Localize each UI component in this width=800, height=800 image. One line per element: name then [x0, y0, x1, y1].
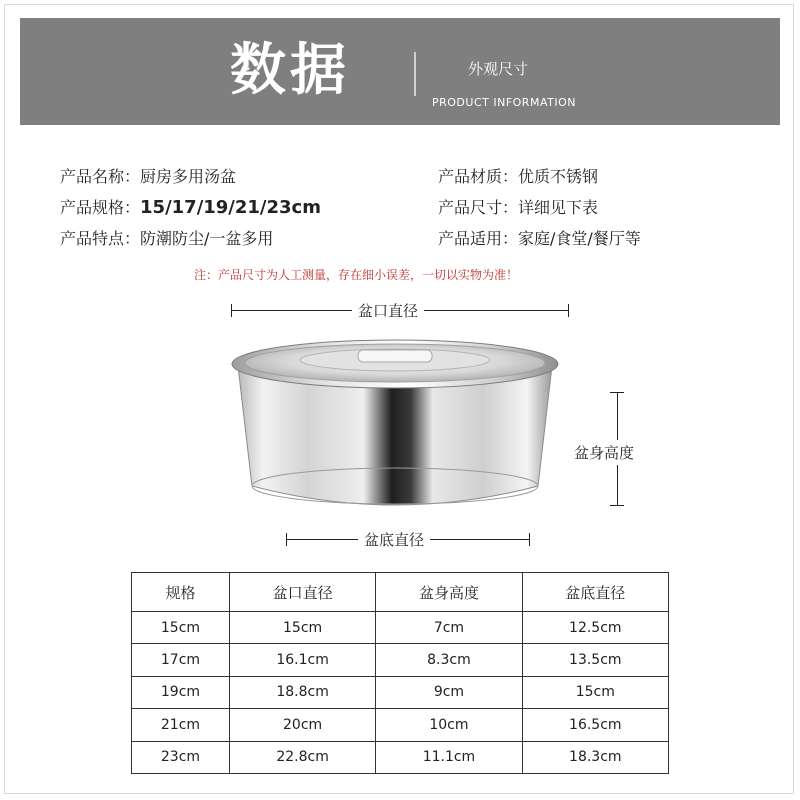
- table-cell: 23cm: [132, 741, 230, 773]
- info-product-size: [438, 195, 598, 218]
- table-cell: 20cm: [229, 709, 375, 741]
- table-cell: 22.8cm: [229, 741, 375, 773]
- table-cell: 13.5cm: [522, 644, 668, 676]
- table-header: 盆身高度: [376, 573, 522, 612]
- body-height-label: 盆身高度: [568, 440, 640, 465]
- table-cell: 17cm: [132, 644, 230, 676]
- info-label: 产品材质：: [438, 167, 519, 186]
- bottom-diameter-label: 盆底直径: [358, 529, 430, 550]
- table-header-row: [132, 573, 669, 612]
- table-row: [132, 612, 669, 644]
- info-label: 产品名称：: [60, 167, 141, 186]
- bottom-dimension-cap-right: [529, 533, 530, 546]
- info-label: 产品适用：: [438, 229, 519, 248]
- info-value: 防潮防尘/一盆多用: [140, 229, 274, 248]
- table-row: [132, 741, 669, 773]
- table-cell: 11.1cm: [376, 741, 522, 773]
- spec-table: [131, 572, 669, 774]
- table-cell: 16.1cm: [229, 644, 375, 676]
- banner-divider: [414, 52, 416, 96]
- bottom-dimension-cap-left: [286, 533, 287, 546]
- info-value: 家庭/食堂/餐厅等: [518, 229, 641, 248]
- table-cell: 12.5cm: [522, 612, 668, 644]
- top-diameter-label: 盆口直径: [352, 300, 424, 321]
- info-label: 产品尺寸：: [438, 198, 519, 217]
- table-cell: 8.3cm: [376, 644, 522, 676]
- top-dimension-cap-left: [231, 304, 232, 317]
- table-row: [132, 709, 669, 741]
- measurement-note: 注：产品尺寸为人工测量，存在细小误差，一切以实物为准！: [194, 268, 519, 282]
- table-header: 盆底直径: [522, 573, 668, 612]
- table-cell: 15cm: [229, 612, 375, 644]
- table-header: 规格: [132, 573, 230, 612]
- pot-image: [226, 336, 564, 516]
- table-cell: 15cm: [132, 612, 230, 644]
- table-header: 盆口直径: [229, 573, 375, 612]
- table-cell: 15cm: [522, 676, 668, 708]
- info-label: 产品规格：: [60, 198, 141, 217]
- table-cell: 10cm: [376, 709, 522, 741]
- table-cell: 16.5cm: [522, 709, 668, 741]
- table-row: [132, 676, 669, 708]
- table-cell: 18.8cm: [229, 676, 375, 708]
- info-product-feature: [60, 226, 273, 249]
- banner-subtitle-cn: 外观尺寸: [468, 60, 529, 78]
- table-row: [132, 644, 669, 676]
- info-product-spec: [60, 195, 321, 218]
- info-value: 详细见下表: [518, 198, 599, 217]
- table-cell: 19cm: [132, 676, 230, 708]
- table-cell: 21cm: [132, 709, 230, 741]
- banner-subtitle-en: PRODUCT INFORMATION: [432, 96, 576, 109]
- info-value: 厨房多用汤盆: [140, 167, 237, 186]
- height-dimension-cap-bottom: [610, 505, 624, 506]
- top-dimension-cap-right: [568, 304, 569, 317]
- header-banner: [20, 18, 780, 125]
- info-value: 15/17/19/21/23cm: [140, 197, 321, 218]
- table-cell: 9cm: [376, 676, 522, 708]
- info-label: 产品特点：: [60, 229, 141, 248]
- info-product-usage: [438, 226, 641, 249]
- info-product-name: [60, 164, 236, 187]
- info-product-material: [438, 164, 598, 187]
- banner-title: 数据: [230, 38, 350, 103]
- info-value: 优质不锈钢: [518, 167, 599, 186]
- table-cell: 7cm: [376, 612, 522, 644]
- table-cell: 18.3cm: [522, 741, 668, 773]
